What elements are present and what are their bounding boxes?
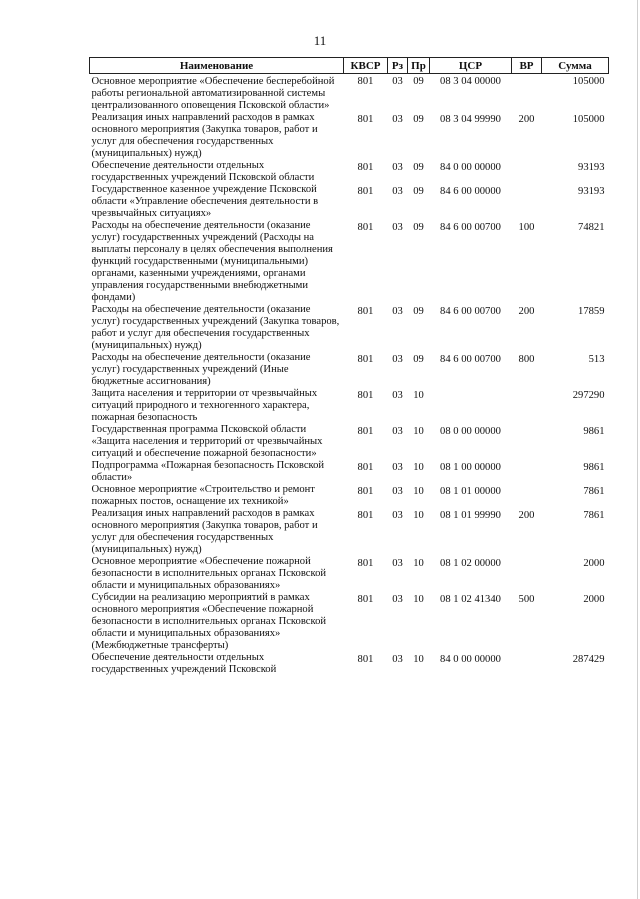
cell-sum: 93193 xyxy=(578,186,605,197)
table-row xyxy=(90,220,609,304)
header-pr: Пр xyxy=(408,58,430,74)
cell-kvsr: 801 xyxy=(357,76,374,87)
cell-pr: 09 xyxy=(413,222,424,233)
cell-csr: 84 0 00 00000 xyxy=(440,162,501,173)
table-row xyxy=(90,112,609,160)
cell-csr: 08 3 04 99990 xyxy=(440,114,501,125)
cell-pr: 09 xyxy=(413,162,424,173)
cell-name: Обеспечение деятельности отдельных государственных учреждений Псковской области xyxy=(91,160,315,183)
table-row xyxy=(90,74,609,113)
cell-vr xyxy=(512,484,542,508)
cell-name: Защита населения и территории от чрезвычайных ситуаций природного и техногенного характера, пожарная безопасность xyxy=(91,388,318,423)
cell-sum: 7861 xyxy=(583,486,605,497)
cell-kvsr: 801 xyxy=(357,162,374,173)
cell-pr: 09 xyxy=(413,354,424,365)
cell-kvsr: 801 xyxy=(357,354,374,365)
cell-pr: 09 xyxy=(413,76,424,87)
cell-kvsr: 801 xyxy=(357,114,374,125)
cell-vr xyxy=(512,74,542,113)
cell-rz: 03 xyxy=(392,354,403,365)
cell-name: Расходы на обеспечение деятельности (оказание услуг) государственных учреждений (Иные бюджетные ассигнования) xyxy=(91,352,311,387)
cell-vr: 200 xyxy=(518,510,535,521)
cell-name: Реализация иных направлений расходов в рамках основного мероприятия (Закупка товаров, работ и услуг для обеспечения государственных (муниципальных) нужд) xyxy=(91,112,318,159)
cell-sum: 17859 xyxy=(578,306,605,317)
cell-name: Основное мероприятие «Строительство и ремонт пожарных постов, оснащение их техникой» xyxy=(91,484,315,507)
table-header-row xyxy=(90,58,609,74)
header-kvsr: КВСР xyxy=(344,58,388,74)
cell-rz: 03 xyxy=(392,162,403,173)
table-row xyxy=(90,388,609,424)
cell-pr: 10 xyxy=(413,654,424,665)
table-body xyxy=(90,74,609,677)
table-row xyxy=(90,556,609,592)
cell-name: Расходы на обеспечение деятельности (оказание услуг) государственных учреждений (Закупка товаров, работ и услуг для обеспечения государственных (муниципальных) нужд) xyxy=(91,304,340,351)
cell-rz: 03 xyxy=(392,486,403,497)
cell-csr: 08 1 00 00000 xyxy=(440,462,501,473)
cell-name: Подпрограмма «Пожарная безопасность Псковской области» xyxy=(91,460,325,483)
cell-pr: 10 xyxy=(413,426,424,437)
cell-csr: 08 1 01 00000 xyxy=(440,486,501,497)
table-row xyxy=(90,652,609,676)
cell-kvsr: 801 xyxy=(357,222,374,233)
cell-kvsr: 801 xyxy=(357,594,374,605)
cell-vr xyxy=(512,556,542,592)
cell-name: Государственная программа Псковской области «Защита населения и территорий от чрезвычайных ситуаций и обеспечение пожарной безопасности» xyxy=(91,424,323,459)
cell-csr: 84 6 00 00700 xyxy=(440,222,501,233)
cell-kvsr: 801 xyxy=(357,654,374,665)
cell-rz: 03 xyxy=(392,76,403,87)
cell-vr xyxy=(512,652,542,676)
cell-vr xyxy=(512,424,542,460)
cell-vr xyxy=(512,388,542,424)
table-row xyxy=(90,592,609,652)
cell-sum: 105000 xyxy=(572,76,605,87)
cell-pr: 10 xyxy=(413,558,424,569)
cell-vr: 500 xyxy=(518,594,535,605)
cell-sum: 7861 xyxy=(583,510,605,521)
cell-name: Обеспечение деятельности отдельных государственных учреждений Псковской xyxy=(91,652,277,675)
cell-vr: 200 xyxy=(518,114,535,125)
cell-sum: 9861 xyxy=(583,462,605,473)
cell-csr: 08 0 00 00000 xyxy=(440,426,501,437)
cell-rz: 03 xyxy=(392,510,403,521)
cell-csr: 84 6 00 00700 xyxy=(440,354,501,365)
cell-vr xyxy=(512,160,542,184)
cell-rz: 03 xyxy=(392,594,403,605)
cell-csr: 84 6 00 00700 xyxy=(440,306,501,317)
cell-rz: 03 xyxy=(392,558,403,569)
cell-name: Реализация иных направлений расходов в рамках основного мероприятия (Закупка товаров, работ и услуг для обеспечения государственных (муниципальных) нужд) xyxy=(91,508,318,555)
cell-sum: 297290 xyxy=(572,390,605,401)
cell-kvsr: 801 xyxy=(357,390,374,401)
cell-rz: 03 xyxy=(392,186,403,197)
cell-vr: 200 xyxy=(518,306,535,317)
cell-rz: 03 xyxy=(392,426,403,437)
cell-csr: 84 0 00 00000 xyxy=(440,654,501,665)
cell-kvsr: 801 xyxy=(357,510,374,521)
cell-csr: 08 1 02 41340 xyxy=(440,594,501,605)
scan-edge-line xyxy=(637,0,638,899)
cell-sum: 287429 xyxy=(572,654,605,665)
table-row xyxy=(90,508,609,556)
cell-name: Субсидии на реализацию мероприятий в рамках основного мероприятия «Обеспечение пожарной безопасности в исполнительных органах Псковской области и муниципальных образованиях» (Межбюджетные трансферты) xyxy=(91,592,327,651)
budget-table xyxy=(89,57,609,676)
cell-name: Государственное казенное учреждение Псковской области «Управление обеспечения деятельности в чрезвычайных ситуациях» xyxy=(91,184,319,219)
cell-pr: 10 xyxy=(413,390,424,401)
table-row xyxy=(90,184,609,220)
cell-vr: 800 xyxy=(518,354,535,365)
header-sum: Сумма xyxy=(542,58,609,74)
table-row xyxy=(90,304,609,352)
cell-vr xyxy=(512,184,542,220)
cell-sum: 9861 xyxy=(583,426,605,437)
cell-sum: 513 xyxy=(588,354,605,365)
header-vr: ВР xyxy=(512,58,542,74)
cell-rz: 03 xyxy=(392,654,403,665)
cell-rz: 03 xyxy=(392,390,403,401)
cell-sum: 93193 xyxy=(578,162,605,173)
cell-csr: 84 6 00 00000 xyxy=(440,186,501,197)
cell-pr: 10 xyxy=(413,462,424,473)
cell-kvsr: 801 xyxy=(357,186,374,197)
cell-pr: 10 xyxy=(413,486,424,497)
cell-csr: 08 3 04 00000 xyxy=(440,76,501,87)
cell-pr: 10 xyxy=(413,510,424,521)
cell-pr: 09 xyxy=(413,306,424,317)
table-row xyxy=(90,484,609,508)
header-csr: ЦСР xyxy=(430,58,512,74)
cell-kvsr: 801 xyxy=(357,462,374,473)
cell-rz: 03 xyxy=(392,462,403,473)
cell-kvsr: 801 xyxy=(357,306,374,317)
cell-sum: 2000 xyxy=(583,558,605,569)
cell-pr: 09 xyxy=(413,186,424,197)
cell-kvsr: 801 xyxy=(357,486,374,497)
table-row xyxy=(90,460,609,484)
cell-pr: 10 xyxy=(413,594,424,605)
cell-vr: 100 xyxy=(518,222,535,233)
cell-rz: 03 xyxy=(392,114,403,125)
cell-name: Расходы на обеспечение деятельности (оказание услуг) государственных учреждений (Расходы на выплаты персоналу в целях обеспечения выполнения функций государственными (муниципальными) органами, казенными учреждениями, органами управления государственными внебюджетными фондами) xyxy=(91,220,333,303)
cell-sum: 105000 xyxy=(572,114,605,125)
cell-name: Основное мероприятие «Обеспечение пожарной безопасности в исполнительных органах Псковской области и муниципальных образованиях» xyxy=(91,556,327,591)
cell-rz: 03 xyxy=(392,222,403,233)
cell-rz: 03 xyxy=(392,306,403,317)
cell-csr: 08 1 02 00000 xyxy=(440,558,501,569)
cell-name: Основное мероприятие «Обеспечение бесперебойной работы региональной автоматизированной системы централизованного оповещения Псковской области» xyxy=(91,76,335,111)
cell-sum: 74821 xyxy=(578,222,605,233)
page-number: 11 xyxy=(313,33,327,48)
cell-pr: 09 xyxy=(413,114,424,125)
cell-csr: 08 1 01 99990 xyxy=(440,510,501,521)
cell-sum: 2000 xyxy=(583,594,605,605)
cell-vr xyxy=(512,460,542,484)
table-row xyxy=(90,424,609,460)
header-name: Наименование xyxy=(90,58,344,74)
cell-kvsr: 801 xyxy=(357,558,374,569)
cell-csr xyxy=(430,388,512,424)
table-row xyxy=(90,160,609,184)
header-rz: Рз xyxy=(388,58,408,74)
table-row xyxy=(90,352,609,388)
cell-kvsr: 801 xyxy=(357,426,374,437)
